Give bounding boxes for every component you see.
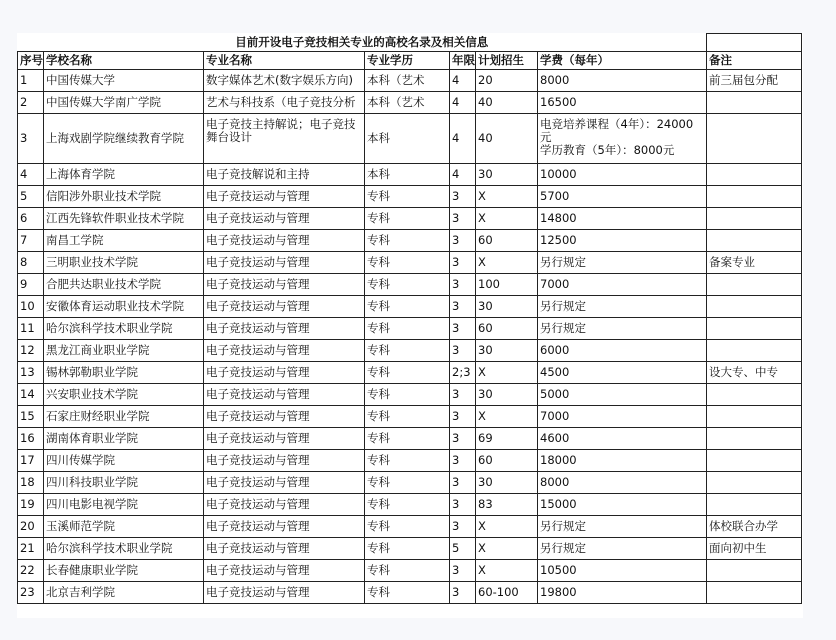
header-school: 学校名称 (44, 52, 204, 70)
cell-quota: X (476, 538, 538, 560)
cell-notes (707, 230, 802, 252)
cell-notes: 面向初中生 (707, 538, 802, 560)
header-degree: 专业学历 (365, 52, 450, 70)
cell-degree: 专科 (365, 318, 450, 340)
cell-major: 电子竞技运动与管理 (204, 516, 365, 538)
cell-degree: 本科 (365, 114, 450, 164)
cell-years: 3 (450, 318, 476, 340)
cell-years: 3 (450, 230, 476, 252)
cell-index: 19 (18, 494, 44, 516)
cell-years: 3 (450, 428, 476, 450)
cell-tuition (538, 114, 707, 164)
cell-quota: 83 (476, 494, 538, 516)
table-row (18, 114, 802, 164)
cell-notes (707, 92, 802, 114)
cell-school: 石家庄财经职业学院 (44, 406, 204, 428)
cell-years: 4 (450, 164, 476, 186)
cell-school: 安徽体育运动职业技术学院 (44, 296, 204, 318)
cell-tuition: 8000 (538, 70, 707, 92)
cell-years: 3 (450, 384, 476, 406)
cell-major: 数字媒体艺术(数字娱乐方向) (204, 70, 365, 92)
cell-notes (707, 428, 802, 450)
cell-degree: 专科 (365, 516, 450, 538)
cell-years: 4 (450, 92, 476, 114)
header-notes: 备注 (707, 52, 802, 70)
cell-major: 电子竞技运动与管理 (204, 252, 365, 274)
cell-tuition: 5700 (538, 186, 707, 208)
cell-quota: 30 (476, 164, 538, 186)
header-tuition: 学费（每年） (538, 52, 707, 70)
cell-quota: 20 (476, 70, 538, 92)
cell-degree: 专科 (365, 538, 450, 560)
cell-degree: 专科 (365, 274, 450, 296)
cell-index: 13 (18, 362, 44, 384)
table-row (18, 362, 802, 384)
cell-degree: 专科 (365, 582, 450, 604)
cell-major: 电子竞技运动与管理 (204, 340, 365, 362)
cell-index: 20 (18, 516, 44, 538)
cell-quota: 100 (476, 274, 538, 296)
cell-school: 信阳涉外职业技术学院 (44, 186, 204, 208)
cell-tuition: 另行规定 (538, 516, 707, 538)
cell-major: 电子竞技运动与管理 (204, 208, 365, 230)
tuition-line-2: 学历教育（5年）：8000元 (540, 144, 675, 155)
cell-major: 电子竞技运动与管理 (204, 384, 365, 406)
table-row (18, 70, 802, 92)
cell-years: 3 (450, 560, 476, 582)
cell-index: 17 (18, 450, 44, 472)
cell-tuition: 另行规定 (538, 252, 707, 274)
cell-major: 电子竞技解说和主持 (204, 164, 365, 186)
cell-tuition: 8000 (538, 472, 707, 494)
cell-quota: 40 (476, 114, 538, 164)
cell-years: 4 (450, 114, 476, 164)
cell-index: 3 (18, 114, 44, 164)
cell-index: 9 (18, 274, 44, 296)
header-row (18, 52, 802, 70)
table-row (18, 494, 802, 516)
table-row (18, 472, 802, 494)
cell-index: 12 (18, 340, 44, 362)
cell-index: 18 (18, 472, 44, 494)
table-row (18, 296, 802, 318)
cell-tuition: 14800 (538, 208, 707, 230)
cell-years: 3 (450, 582, 476, 604)
cell-tuition: 4500 (538, 362, 707, 384)
cell-index: 8 (18, 252, 44, 274)
cell-notes (707, 208, 802, 230)
cell-school: 锡林郭勒职业学院 (44, 362, 204, 384)
cell-school: 哈尔滨科学技术职业学院 (44, 318, 204, 340)
title-notes-cell (707, 34, 802, 52)
cell-tuition: 7000 (538, 274, 707, 296)
cell-index: 14 (18, 384, 44, 406)
cell-major: 电子竞技运动与管理 (204, 230, 365, 252)
cell-notes (707, 450, 802, 472)
cell-notes: 体校联合办学 (707, 516, 802, 538)
cell-years: 3 (450, 450, 476, 472)
table-row (18, 450, 802, 472)
cell-school: 中国传媒大学南广学院 (44, 92, 204, 114)
table-row (18, 428, 802, 450)
document-sheet (17, 33, 803, 618)
cell-years: 3 (450, 186, 476, 208)
cell-school: 长春健康职业学院 (44, 560, 204, 582)
cell-major: 电子竞技运动与管理 (204, 406, 365, 428)
cell-tuition: 10500 (538, 560, 707, 582)
cell-major: 电子竞技运动与管理 (204, 428, 365, 450)
cell-tuition: 另行规定 (538, 296, 707, 318)
cell-years: 2;3 (450, 362, 476, 384)
cell-major: 电子竞技运动与管理 (204, 362, 365, 384)
cell-notes (707, 274, 802, 296)
cell-notes (707, 494, 802, 516)
cell-school: 兴安职业技术学院 (44, 384, 204, 406)
cell-tuition: 6000 (538, 340, 707, 362)
cell-notes (707, 560, 802, 582)
cell-quota: X (476, 516, 538, 538)
cell-major: 艺术与科技系（电子竞技分析 (204, 92, 365, 114)
table-row (18, 274, 802, 296)
cell-school: 玉溪师范学院 (44, 516, 204, 538)
cell-school: 上海体育学院 (44, 164, 204, 186)
cell-major: 电子竞技运动与管理 (204, 582, 365, 604)
cell-degree: 专科 (365, 252, 450, 274)
cell-degree: 专科 (365, 428, 450, 450)
cell-tuition: 10000 (538, 164, 707, 186)
cell-quota: 69 (476, 428, 538, 450)
cell-notes (707, 406, 802, 428)
title-row (18, 34, 802, 52)
cell-quota: 30 (476, 472, 538, 494)
cell-years: 3 (450, 208, 476, 230)
cell-degree: 专科 (365, 208, 450, 230)
cell-degree: 本科（艺术 (365, 92, 450, 114)
cell-school: 四川科技职业学院 (44, 472, 204, 494)
cell-degree: 专科 (365, 340, 450, 362)
cell-school: 上海戏剧学院继续教育学院 (44, 114, 204, 164)
table-row (18, 230, 802, 252)
cell-notes: 备案专业 (707, 252, 802, 274)
cell-quota: X (476, 406, 538, 428)
cell-index: 11 (18, 318, 44, 340)
cell-years: 3 (450, 472, 476, 494)
cell-degree: 本科 (365, 164, 450, 186)
cell-notes (707, 472, 802, 494)
cell-quota: 30 (476, 296, 538, 318)
cell-index: 16 (18, 428, 44, 450)
cell-school: 北京吉利学院 (44, 582, 204, 604)
cell-index: 5 (18, 186, 44, 208)
cell-years: 5 (450, 538, 476, 560)
cell-quota: 60 (476, 230, 538, 252)
cell-index: 22 (18, 560, 44, 582)
cell-degree: 专科 (365, 384, 450, 406)
cell-notes (707, 164, 802, 186)
header-years: 年限 (450, 52, 476, 70)
cell-quota: X (476, 362, 538, 384)
table-row (18, 164, 802, 186)
table-row (18, 186, 802, 208)
cell-notes (707, 186, 802, 208)
cell-index: 4 (18, 164, 44, 186)
cell-years: 3 (450, 296, 476, 318)
table-body (18, 70, 802, 604)
cell-degree: 专科 (365, 406, 450, 428)
cell-quota: X (476, 560, 538, 582)
cell-tuition: 18000 (538, 450, 707, 472)
table-row (18, 538, 802, 560)
cell-quota: 30 (476, 340, 538, 362)
college-table (17, 33, 802, 604)
cell-major: 电子竞技运动与管理 (204, 296, 365, 318)
cell-notes: 前三届包分配 (707, 70, 802, 92)
cell-quota: 60 (476, 450, 538, 472)
cell-degree: 专科 (365, 472, 450, 494)
cell-major: 电子竞技运动与管理 (204, 450, 365, 472)
cell-tuition: 15000 (538, 494, 707, 516)
cell-tuition: 7000 (538, 406, 707, 428)
cell-index: 7 (18, 230, 44, 252)
header-index: 序号 (18, 52, 44, 70)
cell-quota: X (476, 252, 538, 274)
cell-tuition: 5000 (538, 384, 707, 406)
cell-degree: 专科 (365, 230, 450, 252)
cell-tuition: 4600 (538, 428, 707, 450)
cell-years: 4 (450, 70, 476, 92)
cell-school: 哈尔滨科学技术职业学院 (44, 538, 204, 560)
table-row (18, 406, 802, 428)
cell-index: 23 (18, 582, 44, 604)
cell-degree: 专科 (365, 560, 450, 582)
table-row (18, 340, 802, 362)
cell-degree: 专科 (365, 494, 450, 516)
cell-notes (707, 318, 802, 340)
cell-notes (707, 114, 802, 164)
cell-notes: 设大专、中专 (707, 362, 802, 384)
cell-major: 电子竞技运动与管理 (204, 494, 365, 516)
cell-school: 南昌工学院 (44, 230, 204, 252)
cell-quota: 60-100 (476, 582, 538, 604)
cell-years: 3 (450, 274, 476, 296)
table-row (18, 208, 802, 230)
cell-degree: 本科（艺术 (365, 70, 450, 92)
cell-years: 3 (450, 252, 476, 274)
tuition-line-1: 电竞培养课程（4年）：24000元 (540, 118, 694, 144)
cell-major: 电子竞技运动与管理 (204, 472, 365, 494)
cell-tuition: 12500 (538, 230, 707, 252)
cell-major: 电子竞技运动与管理 (204, 560, 365, 582)
cell-quota: X (476, 186, 538, 208)
cell-index: 2 (18, 92, 44, 114)
cell-tuition: 另行规定 (538, 318, 707, 340)
table-row (18, 252, 802, 274)
cell-degree: 专科 (365, 450, 450, 472)
cell-tuition: 另行规定 (538, 538, 707, 560)
cell-years: 3 (450, 406, 476, 428)
cell-major: 电子竞技运动与管理 (204, 274, 365, 296)
cell-index: 1 (18, 70, 44, 92)
cell-school: 三明职业技术学院 (44, 252, 204, 274)
cell-tuition: 16500 (538, 92, 707, 114)
header-quota: 计划招生 (476, 52, 538, 70)
cell-degree: 专科 (365, 296, 450, 318)
cell-major: 电子竞技运动与管理 (204, 318, 365, 340)
cell-index: 21 (18, 538, 44, 560)
cell-notes (707, 296, 802, 318)
cell-quota: 30 (476, 384, 538, 406)
table-row (18, 582, 802, 604)
cell-major: 电子竞技运动与管理 (204, 186, 365, 208)
cell-index: 15 (18, 406, 44, 428)
table-row (18, 384, 802, 406)
cell-notes (707, 340, 802, 362)
cell-years: 3 (450, 516, 476, 538)
cell-notes (707, 582, 802, 604)
cell-school: 江西先锋软件职业技术学院 (44, 208, 204, 230)
table-row (18, 560, 802, 582)
cell-school: 四川电影电视学院 (44, 494, 204, 516)
table-row (18, 318, 802, 340)
cell-years: 3 (450, 340, 476, 362)
cell-years: 3 (450, 494, 476, 516)
cell-quota: 40 (476, 92, 538, 114)
cell-major: 电子竞技运动与管理 (204, 538, 365, 560)
cell-quota: X (476, 208, 538, 230)
table-title: 目前开设电子竞技相关专业的高校名录及相关信息 (18, 34, 707, 52)
cell-school: 中国传媒大学 (44, 70, 204, 92)
cell-index: 6 (18, 208, 44, 230)
cell-major: 电子竞技主持解说；电子竞技舞台设计 (204, 114, 365, 164)
cell-index: 10 (18, 296, 44, 318)
header-major: 专业名称 (204, 52, 365, 70)
cell-school: 湖南体育职业学院 (44, 428, 204, 450)
cell-school: 四川传媒学院 (44, 450, 204, 472)
cell-degree: 专科 (365, 186, 450, 208)
cell-school: 合肥共达职业技术学院 (44, 274, 204, 296)
cell-tuition: 19800 (538, 582, 707, 604)
table-row (18, 516, 802, 538)
cell-school: 黑龙江商业职业学院 (44, 340, 204, 362)
cell-notes (707, 384, 802, 406)
cell-quota: 60 (476, 318, 538, 340)
cell-degree: 专科 (365, 362, 450, 384)
table-row (18, 92, 802, 114)
